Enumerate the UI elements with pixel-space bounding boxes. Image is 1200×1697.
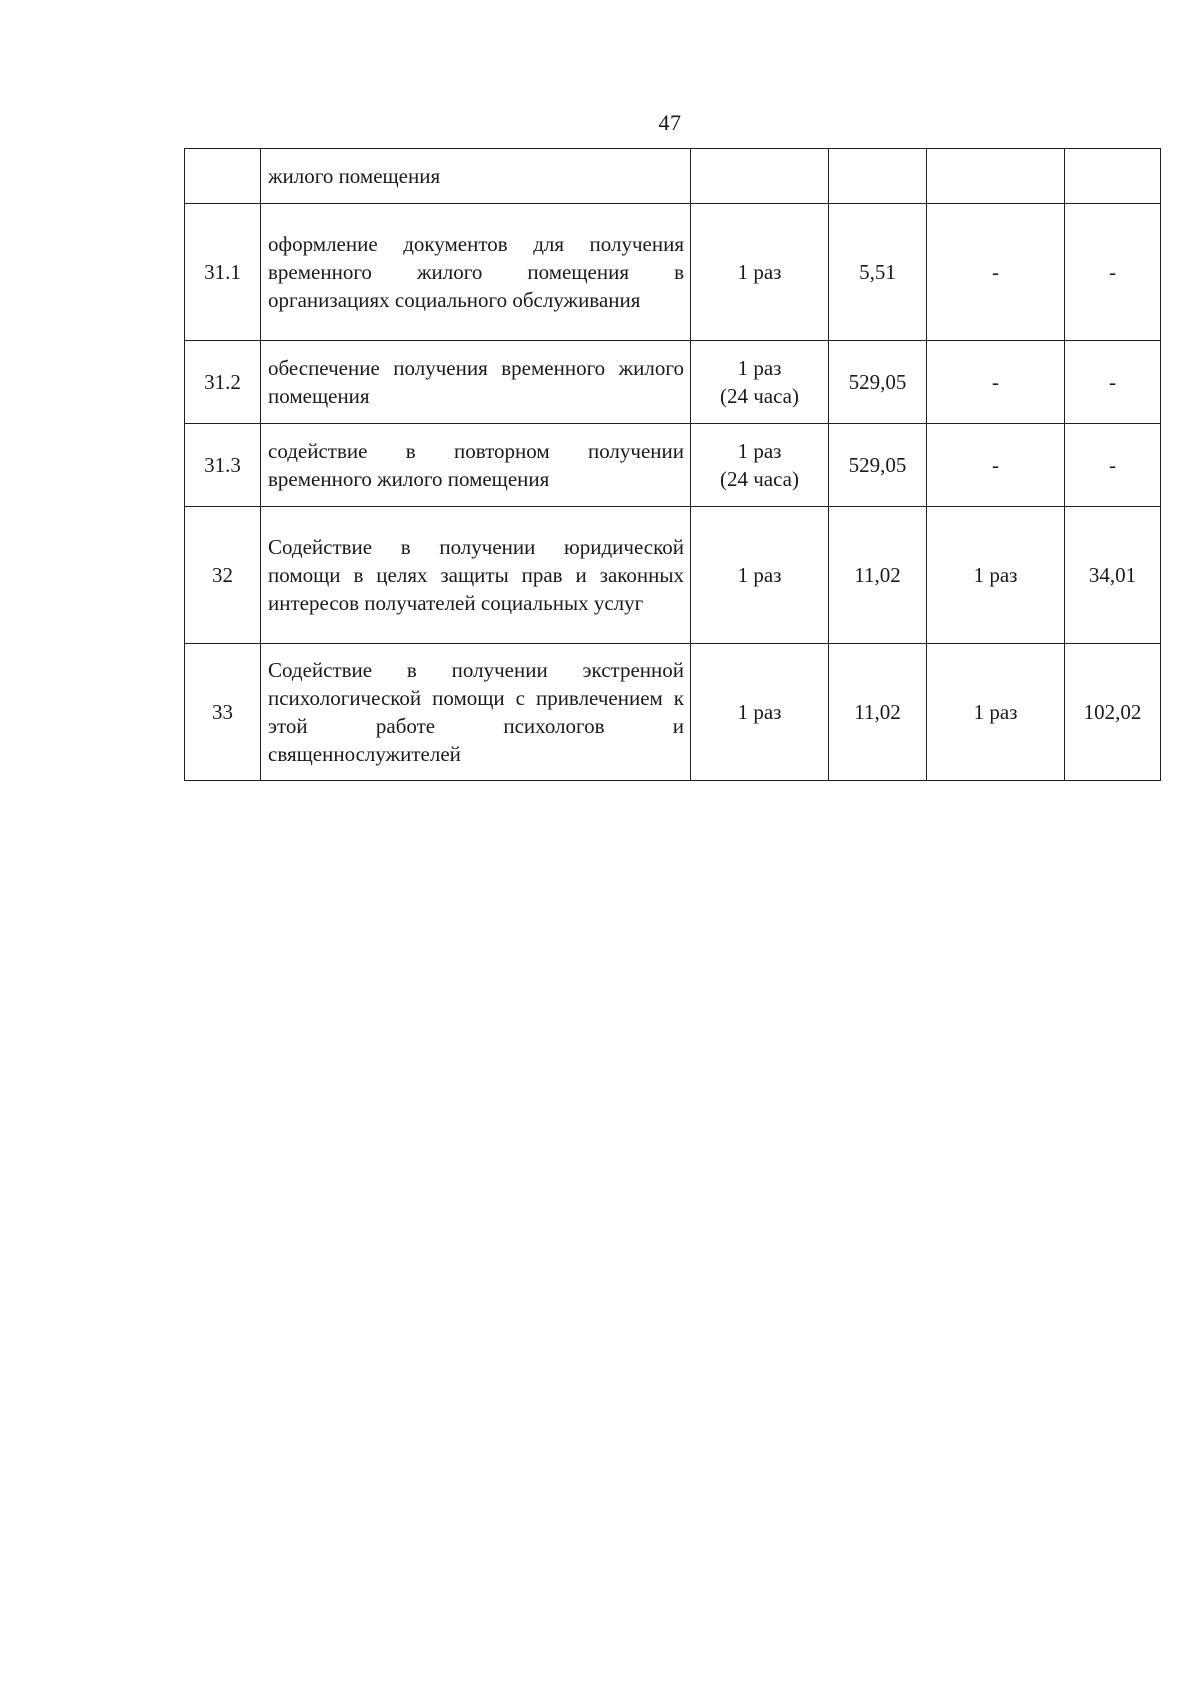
service-description-cell: оформление документов для получения временного жилого помещения в организациях социального обслуживания (261, 204, 691, 341)
frequency-alt-cell: - (927, 204, 1065, 341)
table-row (185, 644, 1161, 781)
frequency-alt-cell: 1 раз (927, 507, 1065, 644)
row-number-cell (185, 149, 261, 204)
service-description-cell: обеспечение получения временного жилого помещения (261, 341, 691, 424)
services-tariff-table (184, 148, 1161, 781)
row-number-cell: 33 (185, 644, 261, 781)
frequency-line: 1 раз (737, 439, 782, 463)
price-alt-cell: - (1065, 341, 1161, 424)
frequency-line: 1 раз (737, 700, 782, 724)
frequency-cell (691, 644, 829, 781)
frequency-duration-line: (24 часа) (719, 467, 800, 491)
frequency-cell (691, 424, 829, 507)
page-number: 47 (658, 110, 682, 135)
table-row (185, 424, 1161, 507)
table-row (185, 341, 1161, 424)
frequency-cell (691, 149, 829, 204)
frequency-alt-cell: - (927, 424, 1065, 507)
frequency-alt-cell: - (927, 341, 1065, 424)
table-row (185, 204, 1161, 341)
price-cell: 529,05 (829, 341, 927, 424)
frequency-alt-cell (927, 149, 1065, 204)
price-alt-cell: - (1065, 424, 1161, 507)
price-cell (829, 149, 927, 204)
service-description-cell: жилого помещения (261, 149, 691, 204)
table-row (185, 507, 1161, 644)
table-row (185, 149, 1161, 204)
price-cell: 11,02 (829, 507, 927, 644)
price-cell: 529,05 (829, 424, 927, 507)
row-number-cell: 31.2 (185, 341, 261, 424)
frequency-cell (691, 341, 829, 424)
price-cell: 11,02 (829, 644, 927, 781)
frequency-cell (691, 507, 829, 644)
frequency-line: 1 раз (737, 356, 782, 380)
price-alt-cell: 34,01 (1065, 507, 1161, 644)
frequency-duration-line: (24 часа) (719, 384, 800, 408)
service-description-cell: Содействие в получении экстренной психологической помощи с привлечением к этой работе психологов и священнослужителей (261, 644, 691, 781)
frequency-alt-cell: 1 раз (927, 644, 1065, 781)
price-alt-cell: - (1065, 204, 1161, 341)
service-description-cell: Содействие в получении юридической помощи в целях защиты прав и законных интересов получателей социальных услуг (261, 507, 691, 644)
frequency-cell (691, 204, 829, 341)
price-alt-cell (1065, 149, 1161, 204)
row-number-cell: 32 (185, 507, 261, 644)
frequency-line: 1 раз (737, 260, 782, 284)
service-description-cell: содействие в повторном получении временного жилого помещения (261, 424, 691, 507)
price-alt-cell: 102,02 (1065, 644, 1161, 781)
row-number-cell: 31.1 (185, 204, 261, 341)
price-cell: 5,51 (829, 204, 927, 341)
frequency-line: 1 раз (737, 563, 782, 587)
row-number-cell: 31.3 (185, 424, 261, 507)
